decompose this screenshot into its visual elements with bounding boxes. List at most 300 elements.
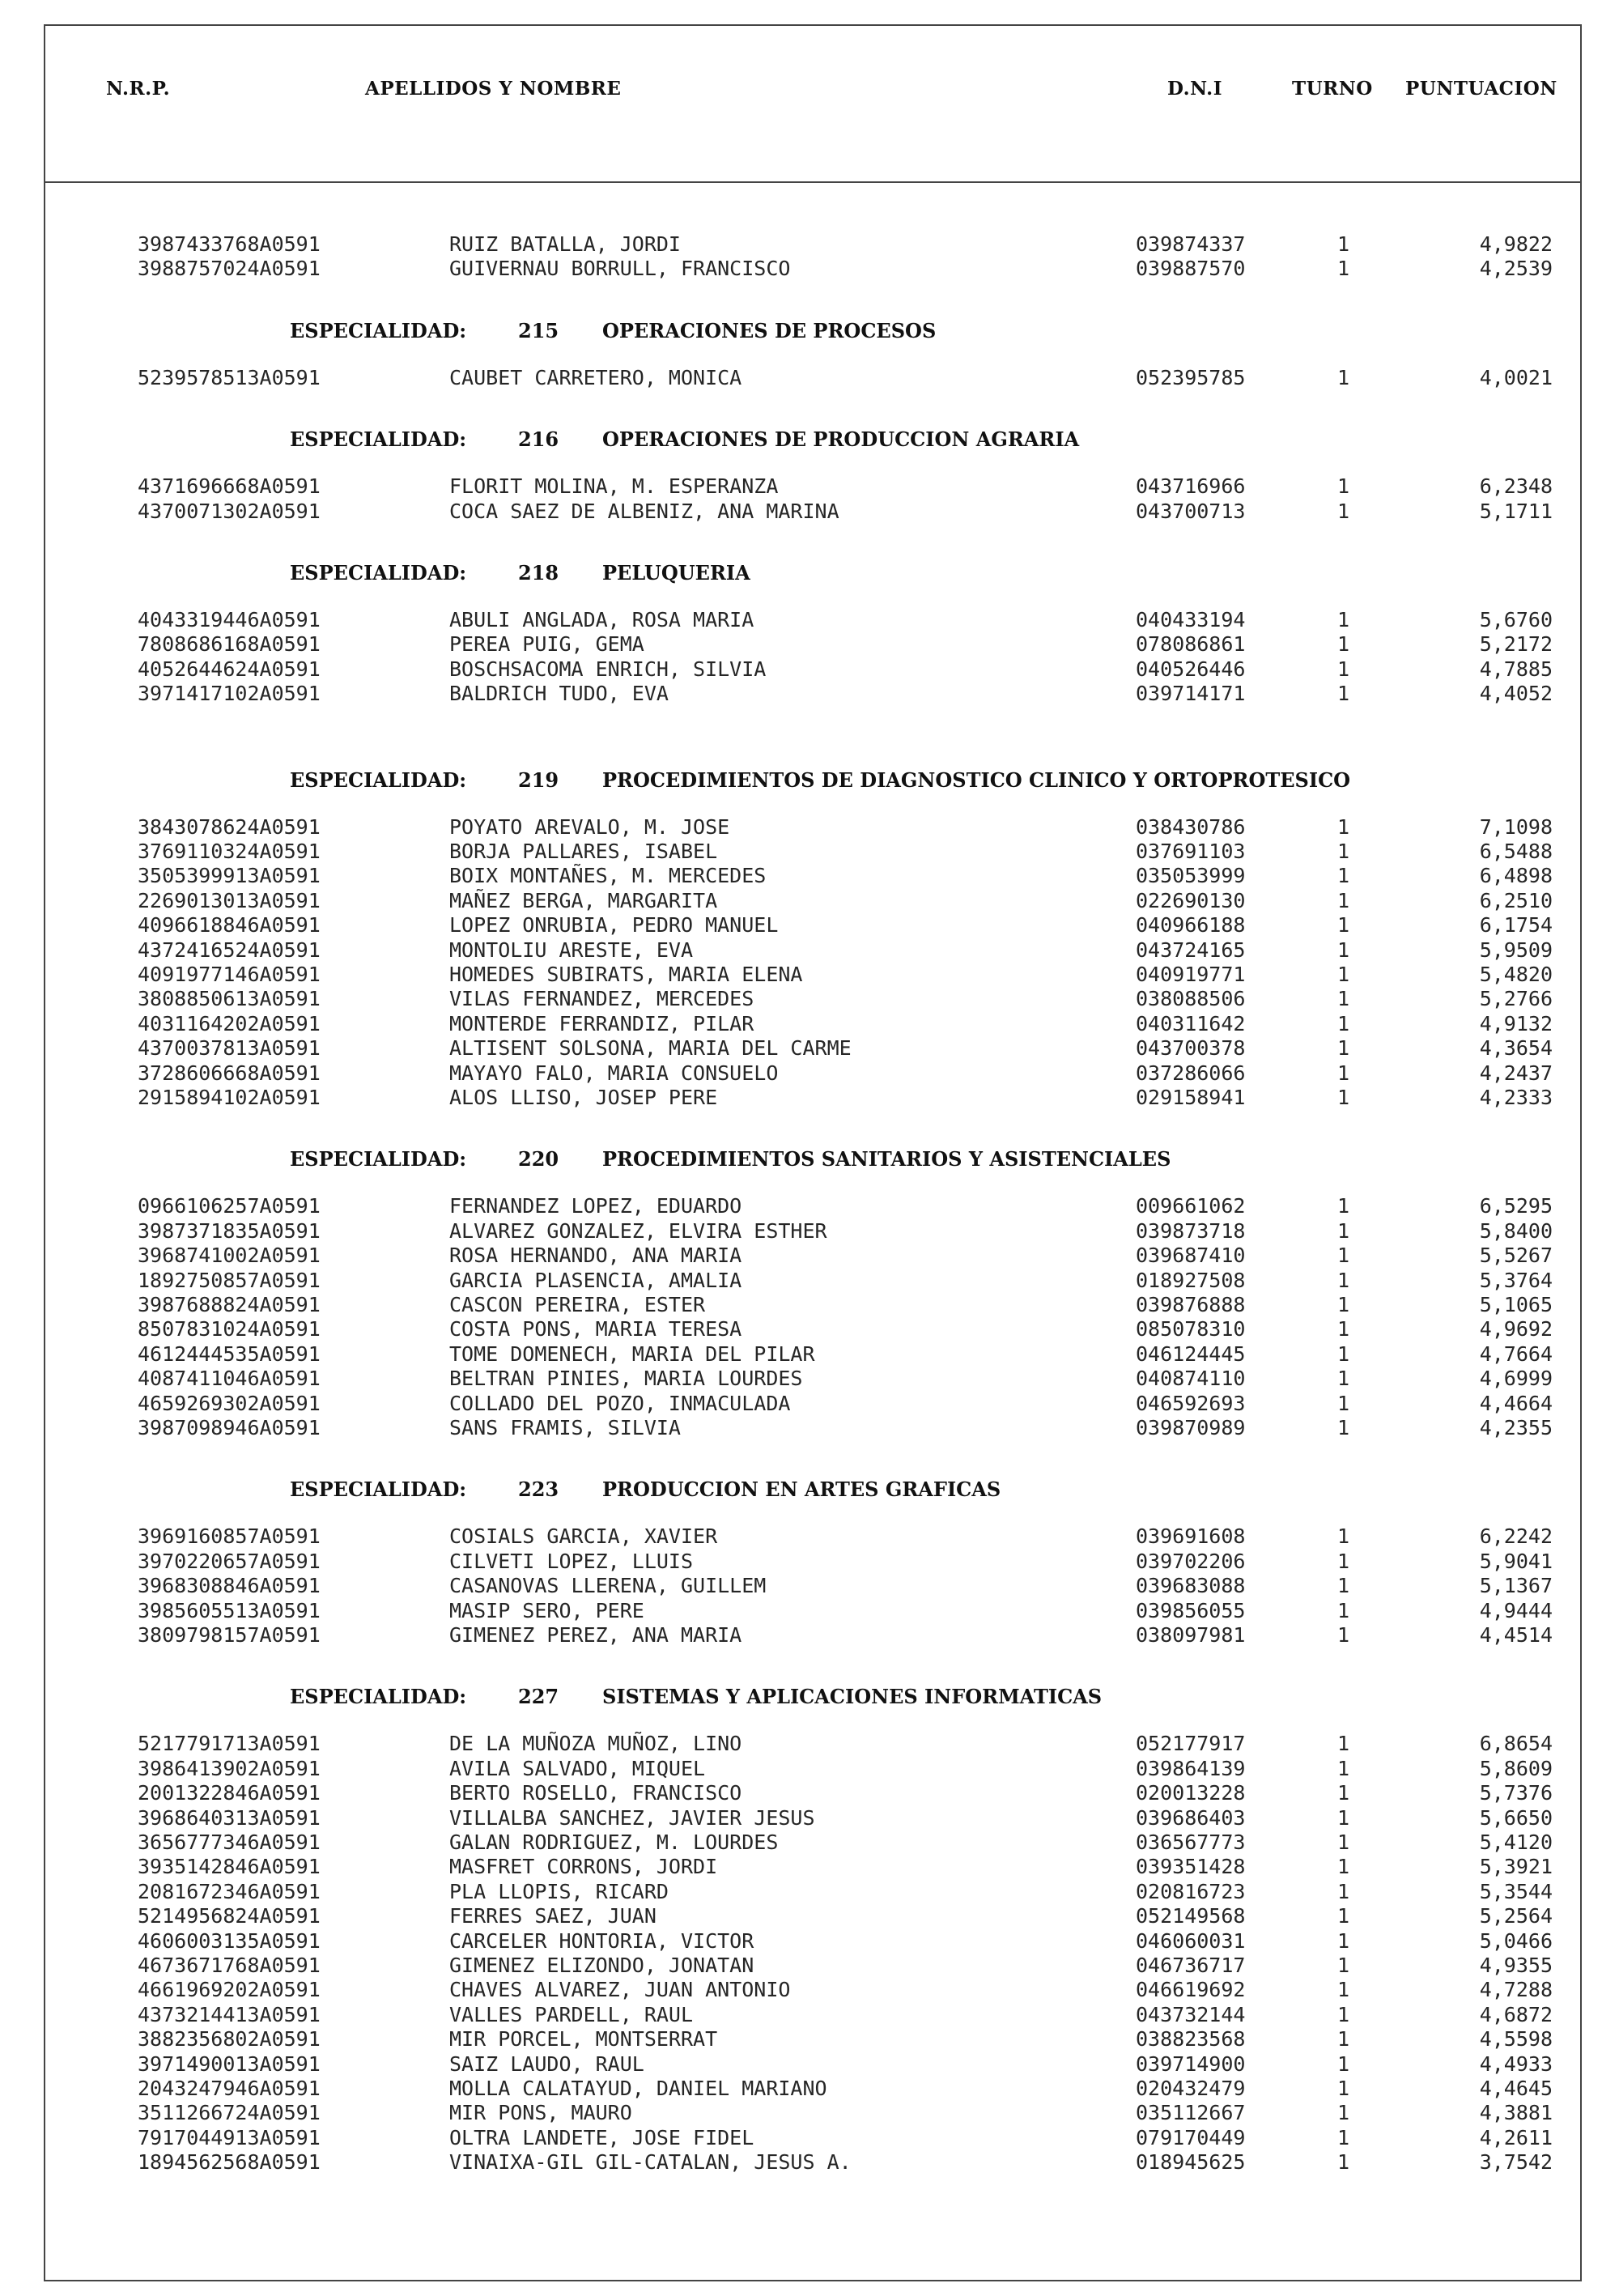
cell-puntuacion: 4,2539 — [1479, 257, 1553, 281]
cell-name: VILLALBA SANCHEZ, JAVIER JESUS — [449, 1805, 815, 1830]
cell-dni: 043724165 — [1136, 938, 1246, 962]
cell-nrp: 3971417102A0591 — [138, 682, 321, 706]
cell-nrp: 2269013013A0591 — [138, 888, 321, 912]
table-row — [45, 1903, 1580, 1928]
cell-nrp: 4371696668A0591 — [138, 474, 321, 499]
cell-puntuacion: 5,8609 — [1479, 1756, 1553, 1780]
cell-nrp: 2001322846A0591 — [138, 1781, 321, 1805]
cell-nrp: 4091977146A0591 — [138, 963, 321, 986]
table-row — [45, 2125, 1580, 2150]
cell-name: DE LA MUÑOZA MUÑOZ, LINO — [449, 1732, 742, 1756]
cell-name: MONTOLIU ARESTE, EVA — [449, 938, 694, 962]
section-label: ESPECIALIDAD: — [290, 1147, 467, 1171]
cell-turno: 1 — [1337, 1756, 1350, 1780]
table-row — [45, 1805, 1580, 1830]
column-header-name: APELLIDOS Y NOMBRE — [365, 78, 622, 100]
cell-dni: 039870989 — [1136, 1416, 1246, 1439]
cell-puntuacion: 5,0466 — [1479, 1928, 1553, 1953]
cell-name: CAUBET CARRETERO, MONICA — [449, 365, 742, 389]
cell-dni: 022690130 — [1136, 888, 1246, 912]
table-row — [45, 863, 1580, 888]
cell-dni: 018927508 — [1136, 1268, 1246, 1292]
cell-name: COCA SAEZ DE ALBENIZ, ANA MARINA — [449, 499, 839, 523]
section-name: OPERACIONES DE PRODUCCION AGRARIA — [602, 427, 1080, 452]
cell-name: GIMENEZ ELIZONDO, JONATAN — [449, 1954, 754, 1977]
table-header — [45, 26, 1580, 183]
cell-turno: 1 — [1337, 1855, 1350, 1879]
cell-turno: 1 — [1337, 963, 1350, 986]
cell-puntuacion: 4,2333 — [1479, 1086, 1553, 1109]
cell-name: MIR PONS, MAURO — [449, 2101, 632, 2125]
cell-name: TOME DOMENECH, MARIA DEL PILAR — [449, 1341, 815, 1366]
cell-dni: 046060031 — [1136, 1928, 1246, 1953]
cell-puntuacion: 5,6760 — [1479, 608, 1553, 631]
cell-turno: 1 — [1337, 864, 1350, 888]
cell-turno: 1 — [1337, 1391, 1350, 1415]
cell-nrp: 4052644624A0591 — [138, 657, 321, 681]
table-row — [45, 1573, 1580, 1598]
cell-turno: 1 — [1337, 1928, 1350, 1953]
cell-puntuacion: 5,2766 — [1479, 987, 1553, 1011]
cell-dni: 085078310 — [1136, 1317, 1246, 1341]
table-row — [45, 1268, 1580, 1293]
cell-turno: 1 — [1337, 1598, 1350, 1622]
table-row — [45, 1879, 1580, 1904]
cell-turno: 1 — [1337, 1574, 1350, 1598]
cell-dni: 039691608 — [1136, 1524, 1246, 1549]
cell-puntuacion: 4,2355 — [1479, 1416, 1553, 1439]
section-code: 223 — [518, 1478, 559, 1502]
table-row — [45, 681, 1580, 706]
cell-name: ROSA HERNANDO, ANA MARIA — [449, 1244, 742, 1268]
section-code: 220 — [518, 1147, 559, 1171]
cell-puntuacion: 3,7542 — [1479, 2150, 1553, 2175]
cell-nrp: 8507831024A0591 — [138, 1317, 321, 1341]
cell-nrp: 0966106257A0591 — [138, 1194, 321, 1218]
cell-name: SAIZ LAUDO, RAUL — [449, 2052, 644, 2076]
cell-turno: 1 — [1337, 1194, 1350, 1218]
cell-dni: 009661062 — [1136, 1194, 1246, 1218]
cell-name: CILVETI LOPEZ, LLUIS — [449, 1549, 694, 1573]
table-row — [45, 1854, 1580, 1879]
cell-turno: 1 — [1337, 1524, 1350, 1549]
cell-nrp: 4370071302A0591 — [138, 499, 321, 523]
cell-nrp: 4659269302A0591 — [138, 1391, 321, 1415]
cell-dni: 039864139 — [1136, 1756, 1246, 1780]
cell-dni: 039686403 — [1136, 1805, 1246, 1830]
cell-dni: 046619692 — [1136, 1978, 1246, 2002]
cell-dni: 046124445 — [1136, 1341, 1246, 1366]
cell-turno: 1 — [1337, 2002, 1350, 2026]
cell-name: BALDRICH TUDO, EVA — [449, 682, 669, 706]
cell-puntuacion: 4,9822 — [1479, 232, 1553, 256]
cell-nrp: 5239578513A0591 — [138, 365, 321, 389]
cell-turno: 1 — [1337, 1367, 1350, 1391]
cell-dni: 040874110 — [1136, 1367, 1246, 1391]
section-code: 219 — [518, 767, 559, 792]
cell-dni: 039683088 — [1136, 1574, 1246, 1598]
table-row — [45, 1193, 1580, 1218]
cell-nrp: 4043319446A0591 — [138, 608, 321, 631]
cell-name: PLA LLOPIS, RICARD — [449, 1879, 669, 1903]
cell-turno: 1 — [1337, 1830, 1350, 1854]
section-code: 216 — [518, 427, 559, 452]
table-row — [45, 1524, 1580, 1549]
table-row — [45, 1243, 1580, 1268]
cell-puntuacion: 5,9041 — [1479, 1549, 1553, 1573]
cell-name: MONTERDE FERRANDIZ, PILAR — [449, 1011, 754, 1035]
cell-name: GARCIA PLASENCIA, AMALIA — [449, 1268, 742, 1292]
table-row — [45, 1953, 1580, 1978]
cell-dni: 036567773 — [1136, 1830, 1246, 1854]
cell-puntuacion: 4,9132 — [1479, 1011, 1553, 1035]
cell-nrp: 5217791713A0591 — [138, 1732, 321, 1756]
cell-turno: 1 — [1337, 913, 1350, 938]
cell-dni: 037286066 — [1136, 1061, 1246, 1085]
cell-puntuacion: 6,2510 — [1479, 888, 1553, 912]
cell-dni: 052149568 — [1136, 1904, 1246, 1928]
cell-nrp: 4370037813A0591 — [138, 1036, 321, 1061]
cell-dni: 043700378 — [1136, 1036, 1246, 1061]
cell-dni: 020013228 — [1136, 1781, 1246, 1805]
section-name: PELUQUERIA — [602, 561, 750, 585]
table-row — [45, 365, 1580, 390]
cell-name: VINAIXA-GIL GIL-CATALAN, JESUS A. — [449, 2150, 852, 2175]
cell-puntuacion: 4,7288 — [1479, 1978, 1553, 2002]
cell-nrp: 3656777346A0591 — [138, 1830, 321, 1854]
cell-name: OLTRA LANDETE, JOSE FIDEL — [449, 2125, 754, 2149]
cell-turno: 1 — [1337, 814, 1350, 839]
cell-name: CARCELER HONTORIA, VICTOR — [449, 1928, 754, 1953]
cell-turno: 1 — [1337, 232, 1350, 256]
cell-dni: 018945625 — [1136, 2150, 1246, 2175]
cell-turno: 1 — [1337, 257, 1350, 281]
cell-nrp: 4372416524A0591 — [138, 938, 321, 962]
cell-nrp: 4087411046A0591 — [138, 1367, 321, 1391]
cell-name: AVILA SALVADO, MIQUEL — [449, 1756, 706, 1780]
cell-turno: 1 — [1337, 1549, 1350, 1573]
cell-dni: 040966188 — [1136, 913, 1246, 938]
cell-puntuacion: 7,1098 — [1479, 814, 1553, 839]
cell-turno: 1 — [1337, 1978, 1350, 2002]
cell-puntuacion: 4,0021 — [1479, 365, 1553, 389]
cell-turno: 1 — [1337, 1879, 1350, 1903]
document-page — [44, 24, 1582, 2281]
cell-puntuacion: 4,3881 — [1479, 2101, 1553, 2125]
cell-name: FERNANDEZ LOPEZ, EDUARDO — [449, 1194, 742, 1218]
table-row — [45, 1218, 1580, 1244]
cell-nrp: 4612444535A0591 — [138, 1341, 321, 1366]
cell-turno: 1 — [1337, 2077, 1350, 2100]
cell-puntuacion: 4,4664 — [1479, 1391, 1553, 1415]
cell-puntuacion: 4,4052 — [1479, 682, 1553, 706]
cell-turno: 1 — [1337, 1732, 1350, 1756]
section-code: 227 — [518, 1685, 559, 1709]
cell-name: VILAS FERNANDEZ, MERCEDES — [449, 987, 754, 1011]
cell-turno: 1 — [1337, 474, 1350, 499]
cell-puntuacion: 5,9509 — [1479, 938, 1553, 962]
cell-nrp: 3986413902A0591 — [138, 1756, 321, 1780]
table-row — [45, 912, 1580, 938]
column-header-dni: D.N.I — [1167, 78, 1222, 100]
table-row — [45, 2052, 1580, 2077]
table-row — [45, 1035, 1580, 1061]
table-row — [45, 1061, 1580, 1086]
cell-nrp: 3968741002A0591 — [138, 1244, 321, 1268]
section-heading — [45, 1476, 1580, 1503]
cell-nrp: 3970220657A0591 — [138, 1549, 321, 1573]
cell-dni: 078086861 — [1136, 632, 1246, 657]
cell-name: BOIX MONTAÑES, M. MERCEDES — [449, 864, 767, 888]
column-header-puntuacion: PUNTUACION — [1405, 78, 1557, 100]
cell-name: GALAN RODRIGUEZ, M. LOURDES — [449, 1830, 779, 1854]
cell-dni: 040433194 — [1136, 608, 1246, 631]
cell-dni: 039351428 — [1136, 1855, 1246, 1879]
cell-nrp: 5214956824A0591 — [138, 1904, 321, 1928]
cell-turno: 1 — [1337, 1781, 1350, 1805]
cell-name: HOMEDES SUBIRATS, MARIA ELENA — [449, 963, 803, 986]
cell-puntuacion: 5,4820 — [1479, 963, 1553, 986]
table-row — [45, 256, 1580, 281]
cell-puntuacion: 6,5488 — [1479, 840, 1553, 863]
cell-puntuacion: 5,4120 — [1479, 1830, 1553, 1854]
cell-turno: 1 — [1337, 608, 1350, 631]
cell-name: COLLADO DEL POZO, INMACULADA — [449, 1391, 791, 1415]
cell-turno: 1 — [1337, 938, 1350, 962]
cell-nrp: 3809798157A0591 — [138, 1623, 321, 1647]
cell-puntuacion: 6,1754 — [1479, 913, 1553, 938]
cell-name: MASFRET CORRONS, JORDI — [449, 1855, 718, 1879]
cell-turno: 1 — [1337, 1293, 1350, 1316]
cell-puntuacion: 5,6650 — [1479, 1805, 1553, 1830]
column-header-turno: TURNO — [1292, 78, 1373, 100]
table-row — [45, 232, 1580, 257]
cell-dni: 038823568 — [1136, 2027, 1246, 2052]
cell-dni: 039714900 — [1136, 2052, 1246, 2076]
cell-puntuacion: 5,2564 — [1479, 1904, 1553, 1928]
cell-nrp: 3987433768A0591 — [138, 232, 321, 256]
cell-name: CHAVES ALVAREZ, JUAN ANTONIO — [449, 1978, 791, 2002]
cell-puntuacion: 6,8654 — [1479, 1732, 1553, 1756]
cell-nrp: 3968640313A0591 — [138, 1805, 321, 1830]
cell-puntuacion: 6,5295 — [1479, 1194, 1553, 1218]
column-header-nrp: N.R.P. — [106, 78, 171, 100]
table-row — [45, 1292, 1580, 1317]
cell-nrp: 3935142846A0591 — [138, 1855, 321, 1879]
cell-name: VALLES PARDELL, RAUL — [449, 2002, 694, 2026]
cell-name: GIMENEZ PEREZ, ANA MARIA — [449, 1623, 742, 1647]
cell-puntuacion: 5,3921 — [1479, 1855, 1553, 1879]
cell-nrp: 7808686168A0591 — [138, 632, 321, 657]
cell-turno: 1 — [1337, 682, 1350, 706]
cell-name: MAÑEZ BERGA, MARGARITA — [449, 888, 718, 912]
cell-nrp: 1892750857A0591 — [138, 1268, 321, 1292]
cell-dni: 020816723 — [1136, 1879, 1246, 1903]
cell-nrp: 3728606668A0591 — [138, 1061, 321, 1085]
cell-turno: 1 — [1337, 365, 1350, 389]
cell-turno: 1 — [1337, 1341, 1350, 1366]
table-row — [45, 2076, 1580, 2101]
cell-nrp: 4096618846A0591 — [138, 913, 321, 938]
section-code: 215 — [518, 318, 559, 342]
table-row — [45, 631, 1580, 657]
table-row — [45, 938, 1580, 963]
cell-name: COSIALS GARCIA, XAVIER — [449, 1524, 718, 1549]
cell-puntuacion: 5,8400 — [1479, 1218, 1553, 1243]
cell-nrp: 2043247946A0591 — [138, 2077, 321, 2100]
cell-turno: 1 — [1337, 2052, 1350, 2076]
cell-turno: 1 — [1337, 840, 1350, 863]
cell-dni: 039874337 — [1136, 232, 1246, 256]
cell-turno: 1 — [1337, 1416, 1350, 1439]
cell-turno: 1 — [1337, 1954, 1350, 1977]
cell-turno: 1 — [1337, 1086, 1350, 1109]
table-row — [45, 1598, 1580, 1623]
cell-puntuacion: 4,6872 — [1479, 2002, 1553, 2026]
cell-nrp: 3968308846A0591 — [138, 1574, 321, 1598]
cell-turno: 1 — [1337, 1805, 1350, 1830]
cell-turno: 1 — [1337, 1623, 1350, 1647]
table-row — [45, 657, 1580, 682]
cell-name: LOPEZ ONRUBIA, PEDRO MANUEL — [449, 913, 779, 938]
section-label: ESPECIALIDAD: — [290, 1478, 467, 1502]
cell-puntuacion: 4,6999 — [1479, 1367, 1553, 1391]
cell-name: PEREA PUIG, GEMA — [449, 632, 644, 657]
table-row — [45, 1549, 1580, 1574]
cell-turno: 1 — [1337, 1317, 1350, 1341]
table-row — [45, 1830, 1580, 1855]
cell-nrp: 3505399913A0591 — [138, 864, 321, 888]
table-row — [45, 1780, 1580, 1805]
cell-turno: 1 — [1337, 2027, 1350, 2052]
cell-name: SANS FRAMIS, SILVIA — [449, 1416, 681, 1439]
cell-turno: 1 — [1337, 2150, 1350, 2175]
cell-name: BELTRAN PINIES, MARIA LOURDES — [449, 1367, 803, 1391]
section-heading — [45, 1683, 1580, 1711]
cell-turno: 1 — [1337, 632, 1350, 657]
table-row — [45, 986, 1580, 1011]
section-heading — [45, 426, 1580, 453]
table-row — [45, 1928, 1580, 1954]
table-row — [45, 1011, 1580, 1036]
section-name: PROCEDIMIENTOS SANITARIOS Y ASISTENCIALES — [602, 1147, 1171, 1171]
cell-turno: 1 — [1337, 1218, 1350, 1243]
table-row — [45, 2100, 1580, 2125]
cell-puntuacion: 4,9355 — [1479, 1954, 1553, 1977]
cell-dni: 046736717 — [1136, 1954, 1246, 1977]
cell-name: COSTA PONS, MARIA TERESA — [449, 1317, 742, 1341]
cell-dni: 052177917 — [1136, 1732, 1246, 1756]
cell-nrp: 3985605513A0591 — [138, 1598, 321, 1622]
table-row — [45, 2149, 1580, 2175]
table-row — [45, 607, 1580, 632]
cell-nrp: 4606003135A0591 — [138, 1928, 321, 1953]
cell-turno: 1 — [1337, 1011, 1350, 1035]
table-row — [45, 1085, 1580, 1110]
cell-turno: 1 — [1337, 499, 1350, 523]
cell-dni: 020432479 — [1136, 2077, 1246, 2100]
cell-puntuacion: 4,9692 — [1479, 1317, 1553, 1341]
table-row — [45, 474, 1580, 499]
section-heading — [45, 1146, 1580, 1173]
cell-puntuacion: 4,7664 — [1479, 1341, 1553, 1366]
cell-dni: 052395785 — [1136, 365, 1246, 389]
cell-name: RUIZ BATALLA, JORDI — [449, 232, 681, 256]
section-heading — [45, 317, 1580, 345]
cell-dni: 039714171 — [1136, 682, 1246, 706]
cell-dni: 035112667 — [1136, 2101, 1246, 2125]
cell-puntuacion: 5,1711 — [1479, 499, 1553, 523]
cell-puntuacion: 4,4933 — [1479, 2052, 1553, 2076]
cell-name: MAYAYO FALO, MARIA CONSUELO — [449, 1061, 779, 1085]
section-name: SISTEMAS Y APLICACIONES INFORMATICAS — [602, 1685, 1103, 1709]
cell-name: POYATO AREVALO, M. JOSE — [449, 814, 730, 839]
cell-nrp: 3882356802A0591 — [138, 2027, 321, 2052]
table-row — [45, 1622, 1580, 1648]
section-label: ESPECIALIDAD: — [290, 318, 467, 342]
cell-name: FERRES SAEZ, JUAN — [449, 1904, 657, 1928]
cell-puntuacion: 5,3544 — [1479, 1879, 1553, 1903]
table-row — [45, 888, 1580, 913]
table-row — [45, 1977, 1580, 2002]
cell-puntuacion: 4,3654 — [1479, 1036, 1553, 1061]
table-row — [45, 1316, 1580, 1341]
cell-turno: 1 — [1337, 2125, 1350, 2149]
cell-nrp: 3971490013A0591 — [138, 2052, 321, 2076]
cell-puntuacion: 4,9444 — [1479, 1598, 1553, 1622]
cell-nrp: 3808850613A0591 — [138, 987, 321, 1011]
cell-dni: 039856055 — [1136, 1598, 1246, 1622]
cell-nrp: 4661969202A0591 — [138, 1978, 321, 2002]
cell-nrp: 3987098946A0591 — [138, 1416, 321, 1439]
cell-name: ABULI ANGLADA, ROSA MARIA — [449, 608, 754, 631]
cell-nrp: 3511266724A0591 — [138, 2101, 321, 2125]
cell-nrp: 4373214413A0591 — [138, 2002, 321, 2026]
cell-name: MOLLA CALATAYUD, DANIEL MARIANO — [449, 2077, 827, 2100]
cell-name: CASANOVAS LLERENA, GUILLEM — [449, 1574, 767, 1598]
cell-puntuacion: 4,2437 — [1479, 1061, 1553, 1085]
cell-puntuacion: 6,4898 — [1479, 864, 1553, 888]
cell-puntuacion: 5,1065 — [1479, 1293, 1553, 1316]
cell-turno: 1 — [1337, 1268, 1350, 1292]
table-row — [45, 1366, 1580, 1391]
cell-dni: 079170449 — [1136, 2125, 1246, 2149]
cell-dni: 038430786 — [1136, 814, 1246, 839]
section-code: 218 — [518, 561, 559, 585]
cell-turno: 1 — [1337, 1904, 1350, 1928]
table-row — [45, 2026, 1580, 2052]
cell-nrp: 3987688824A0591 — [138, 1293, 321, 1316]
cell-dni: 040919771 — [1136, 963, 1246, 986]
cell-dni: 039876888 — [1136, 1293, 1246, 1316]
cell-name: MIR PORCEL, MONTSERRAT — [449, 2027, 718, 2052]
table-row — [45, 2002, 1580, 2027]
section-label: ESPECIALIDAD: — [290, 427, 467, 452]
cell-dni: 043716966 — [1136, 474, 1246, 499]
cell-name: MASIP SERO, PERE — [449, 1598, 644, 1622]
table-row — [45, 1391, 1580, 1416]
cell-dni: 043732144 — [1136, 2002, 1246, 2026]
cell-nrp: 2081672346A0591 — [138, 1879, 321, 1903]
cell-turno: 1 — [1337, 2101, 1350, 2125]
cell-nrp: 7917044913A0591 — [138, 2125, 321, 2149]
cell-puntuacion: 6,2348 — [1479, 474, 1553, 499]
cell-nrp: 3969160857A0591 — [138, 1524, 321, 1549]
cell-turno: 1 — [1337, 888, 1350, 912]
cell-puntuacion: 4,4514 — [1479, 1623, 1553, 1647]
table-row — [45, 814, 1580, 840]
table-row — [45, 1341, 1580, 1367]
